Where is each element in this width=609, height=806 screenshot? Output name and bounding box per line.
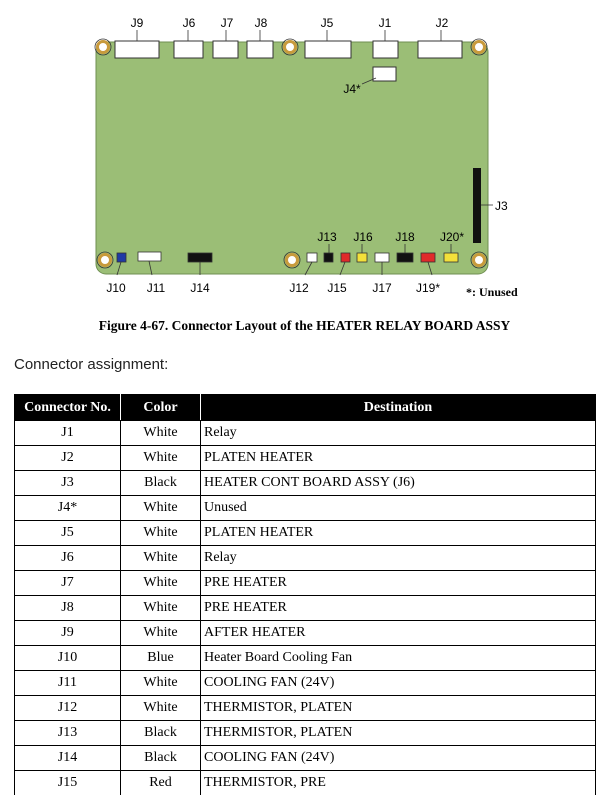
label-j11: J11 bbox=[146, 281, 166, 295]
label-j19: J19* bbox=[415, 281, 441, 295]
table-row bbox=[15, 521, 596, 546]
label-j18: J18 bbox=[395, 230, 415, 244]
connector-j11 bbox=[138, 252, 161, 261]
label-j9: J9 bbox=[130, 16, 144, 30]
label-j10: J10 bbox=[106, 281, 126, 295]
cell-connector-no: J12 bbox=[15, 696, 121, 721]
connector-j14 bbox=[188, 253, 212, 262]
label-j4: J4* bbox=[343, 82, 361, 96]
mounting-hole bbox=[474, 255, 485, 266]
table-header-row bbox=[15, 395, 596, 421]
label-j2: J2 bbox=[435, 16, 449, 30]
label-j16: J16 bbox=[353, 230, 373, 244]
cell-destination: Heater Board Cooling Fan bbox=[201, 646, 596, 671]
table-row bbox=[15, 696, 596, 721]
table-row bbox=[15, 721, 596, 746]
cell-color: White bbox=[121, 596, 201, 621]
mounting-hole bbox=[285, 42, 296, 53]
table-row bbox=[15, 571, 596, 596]
cell-color: White bbox=[121, 671, 201, 696]
unused-note: *: Unused bbox=[466, 285, 518, 299]
table-row bbox=[15, 771, 596, 796]
table-row bbox=[15, 471, 596, 496]
cell-connector-no: J14 bbox=[15, 746, 121, 771]
cell-connector-no: J10 bbox=[15, 646, 121, 671]
header-destination: Destination bbox=[201, 395, 596, 421]
connector-j2 bbox=[418, 41, 462, 58]
table-row bbox=[15, 496, 596, 521]
cell-destination: COOLING FAN (24V) bbox=[201, 671, 596, 696]
table-row bbox=[15, 746, 596, 771]
label-j8: J8 bbox=[254, 16, 268, 30]
connector-j1 bbox=[373, 41, 398, 58]
cell-color: White bbox=[121, 521, 201, 546]
table-row bbox=[15, 421, 596, 446]
label-j14: J14 bbox=[190, 281, 210, 295]
table-row bbox=[15, 646, 596, 671]
label-j20: J20* bbox=[439, 230, 465, 244]
cell-color: Black bbox=[121, 721, 201, 746]
table-row bbox=[15, 546, 596, 571]
connector-j13 bbox=[324, 253, 333, 262]
mounting-hole bbox=[474, 42, 485, 53]
label-j12: J12 bbox=[289, 281, 309, 295]
label-j7: J7 bbox=[220, 16, 234, 30]
cell-connector-no: J7 bbox=[15, 571, 121, 596]
connector-j8 bbox=[247, 41, 273, 58]
cell-destination: AFTER HEATER bbox=[201, 621, 596, 646]
header-color: Color bbox=[121, 395, 201, 421]
cell-color: White bbox=[121, 496, 201, 521]
table-row bbox=[15, 446, 596, 471]
cell-destination: PLATEN HEATER bbox=[201, 521, 596, 546]
cell-connector-no: J5 bbox=[15, 521, 121, 546]
connector-j5 bbox=[305, 41, 351, 58]
cell-color: Red bbox=[121, 771, 201, 796]
label-j3: J3 bbox=[495, 199, 508, 213]
cell-color: White bbox=[121, 421, 201, 446]
cell-connector-no: J13 bbox=[15, 721, 121, 746]
label-j17: J17 bbox=[372, 281, 392, 295]
connector-j9 bbox=[115, 41, 159, 58]
connector-j17 bbox=[375, 253, 389, 262]
connector-table bbox=[14, 394, 596, 795]
connector-j12 bbox=[307, 253, 317, 262]
cell-destination: THERMISTOR, PLATEN bbox=[201, 721, 596, 746]
table-row bbox=[15, 596, 596, 621]
figure-caption: Figure 4-67. Connector Layout of the HEATER RELAY BOARD ASSY bbox=[98, 318, 511, 333]
cell-color: White bbox=[121, 546, 201, 571]
connector-j20 bbox=[444, 253, 458, 262]
label-j1: J1 bbox=[378, 16, 392, 30]
cell-destination: PRE HEATER bbox=[201, 571, 596, 596]
mounting-hole bbox=[98, 42, 109, 53]
cell-connector-no: J11 bbox=[15, 671, 121, 696]
connector-j4 bbox=[373, 67, 396, 81]
board-diagram bbox=[0, 0, 609, 310]
cell-destination: PRE HEATER bbox=[201, 596, 596, 621]
connector-j19 bbox=[421, 253, 435, 262]
section-label: Connector assignment: bbox=[14, 356, 169, 373]
cell-connector-no: J8 bbox=[15, 596, 121, 621]
cell-destination: PLATEN HEATER bbox=[201, 446, 596, 471]
cell-color: Black bbox=[121, 471, 201, 496]
label-j6: J6 bbox=[182, 16, 196, 30]
cell-destination: THERMISTOR, PLATEN bbox=[201, 696, 596, 721]
cell-connector-no: J15 bbox=[15, 771, 121, 796]
cell-connector-no: J2 bbox=[15, 446, 121, 471]
connector-j10 bbox=[117, 253, 126, 262]
cell-destination: HEATER CONT BOARD ASSY (J6) bbox=[201, 471, 596, 496]
cell-color: White bbox=[121, 621, 201, 646]
cell-color: White bbox=[121, 571, 201, 596]
cell-destination: Relay bbox=[201, 546, 596, 571]
cell-color: White bbox=[121, 696, 201, 721]
cell-color: Black bbox=[121, 746, 201, 771]
connector-j15 bbox=[341, 253, 350, 262]
connector-j6 bbox=[174, 41, 203, 58]
cell-destination: Relay bbox=[201, 421, 596, 446]
connector-j7 bbox=[213, 41, 238, 58]
mounting-hole bbox=[100, 255, 111, 266]
board-body bbox=[96, 42, 488, 274]
table-row bbox=[15, 621, 596, 646]
cell-destination: Unused bbox=[201, 496, 596, 521]
connector-j16 bbox=[357, 253, 367, 262]
cell-connector-no: J6 bbox=[15, 546, 121, 571]
header-connector-no: Connector No. bbox=[15, 395, 121, 421]
cell-connector-no: J4* bbox=[15, 496, 121, 521]
cell-connector-no: J9 bbox=[15, 621, 121, 646]
label-j13: J13 bbox=[317, 230, 337, 244]
cell-connector-no: J1 bbox=[15, 421, 121, 446]
label-j15: J15 bbox=[327, 281, 347, 295]
cell-color: White bbox=[121, 446, 201, 471]
connector-j3 bbox=[473, 168, 481, 243]
cell-destination: THERMISTOR, PRE bbox=[201, 771, 596, 796]
connector-j18 bbox=[397, 253, 413, 262]
label-j5: J5 bbox=[320, 16, 334, 30]
table-row bbox=[15, 671, 596, 696]
mounting-hole bbox=[287, 255, 298, 266]
cell-connector-no: J3 bbox=[15, 471, 121, 496]
cell-destination: COOLING FAN (24V) bbox=[201, 746, 596, 771]
cell-color: Blue bbox=[121, 646, 201, 671]
